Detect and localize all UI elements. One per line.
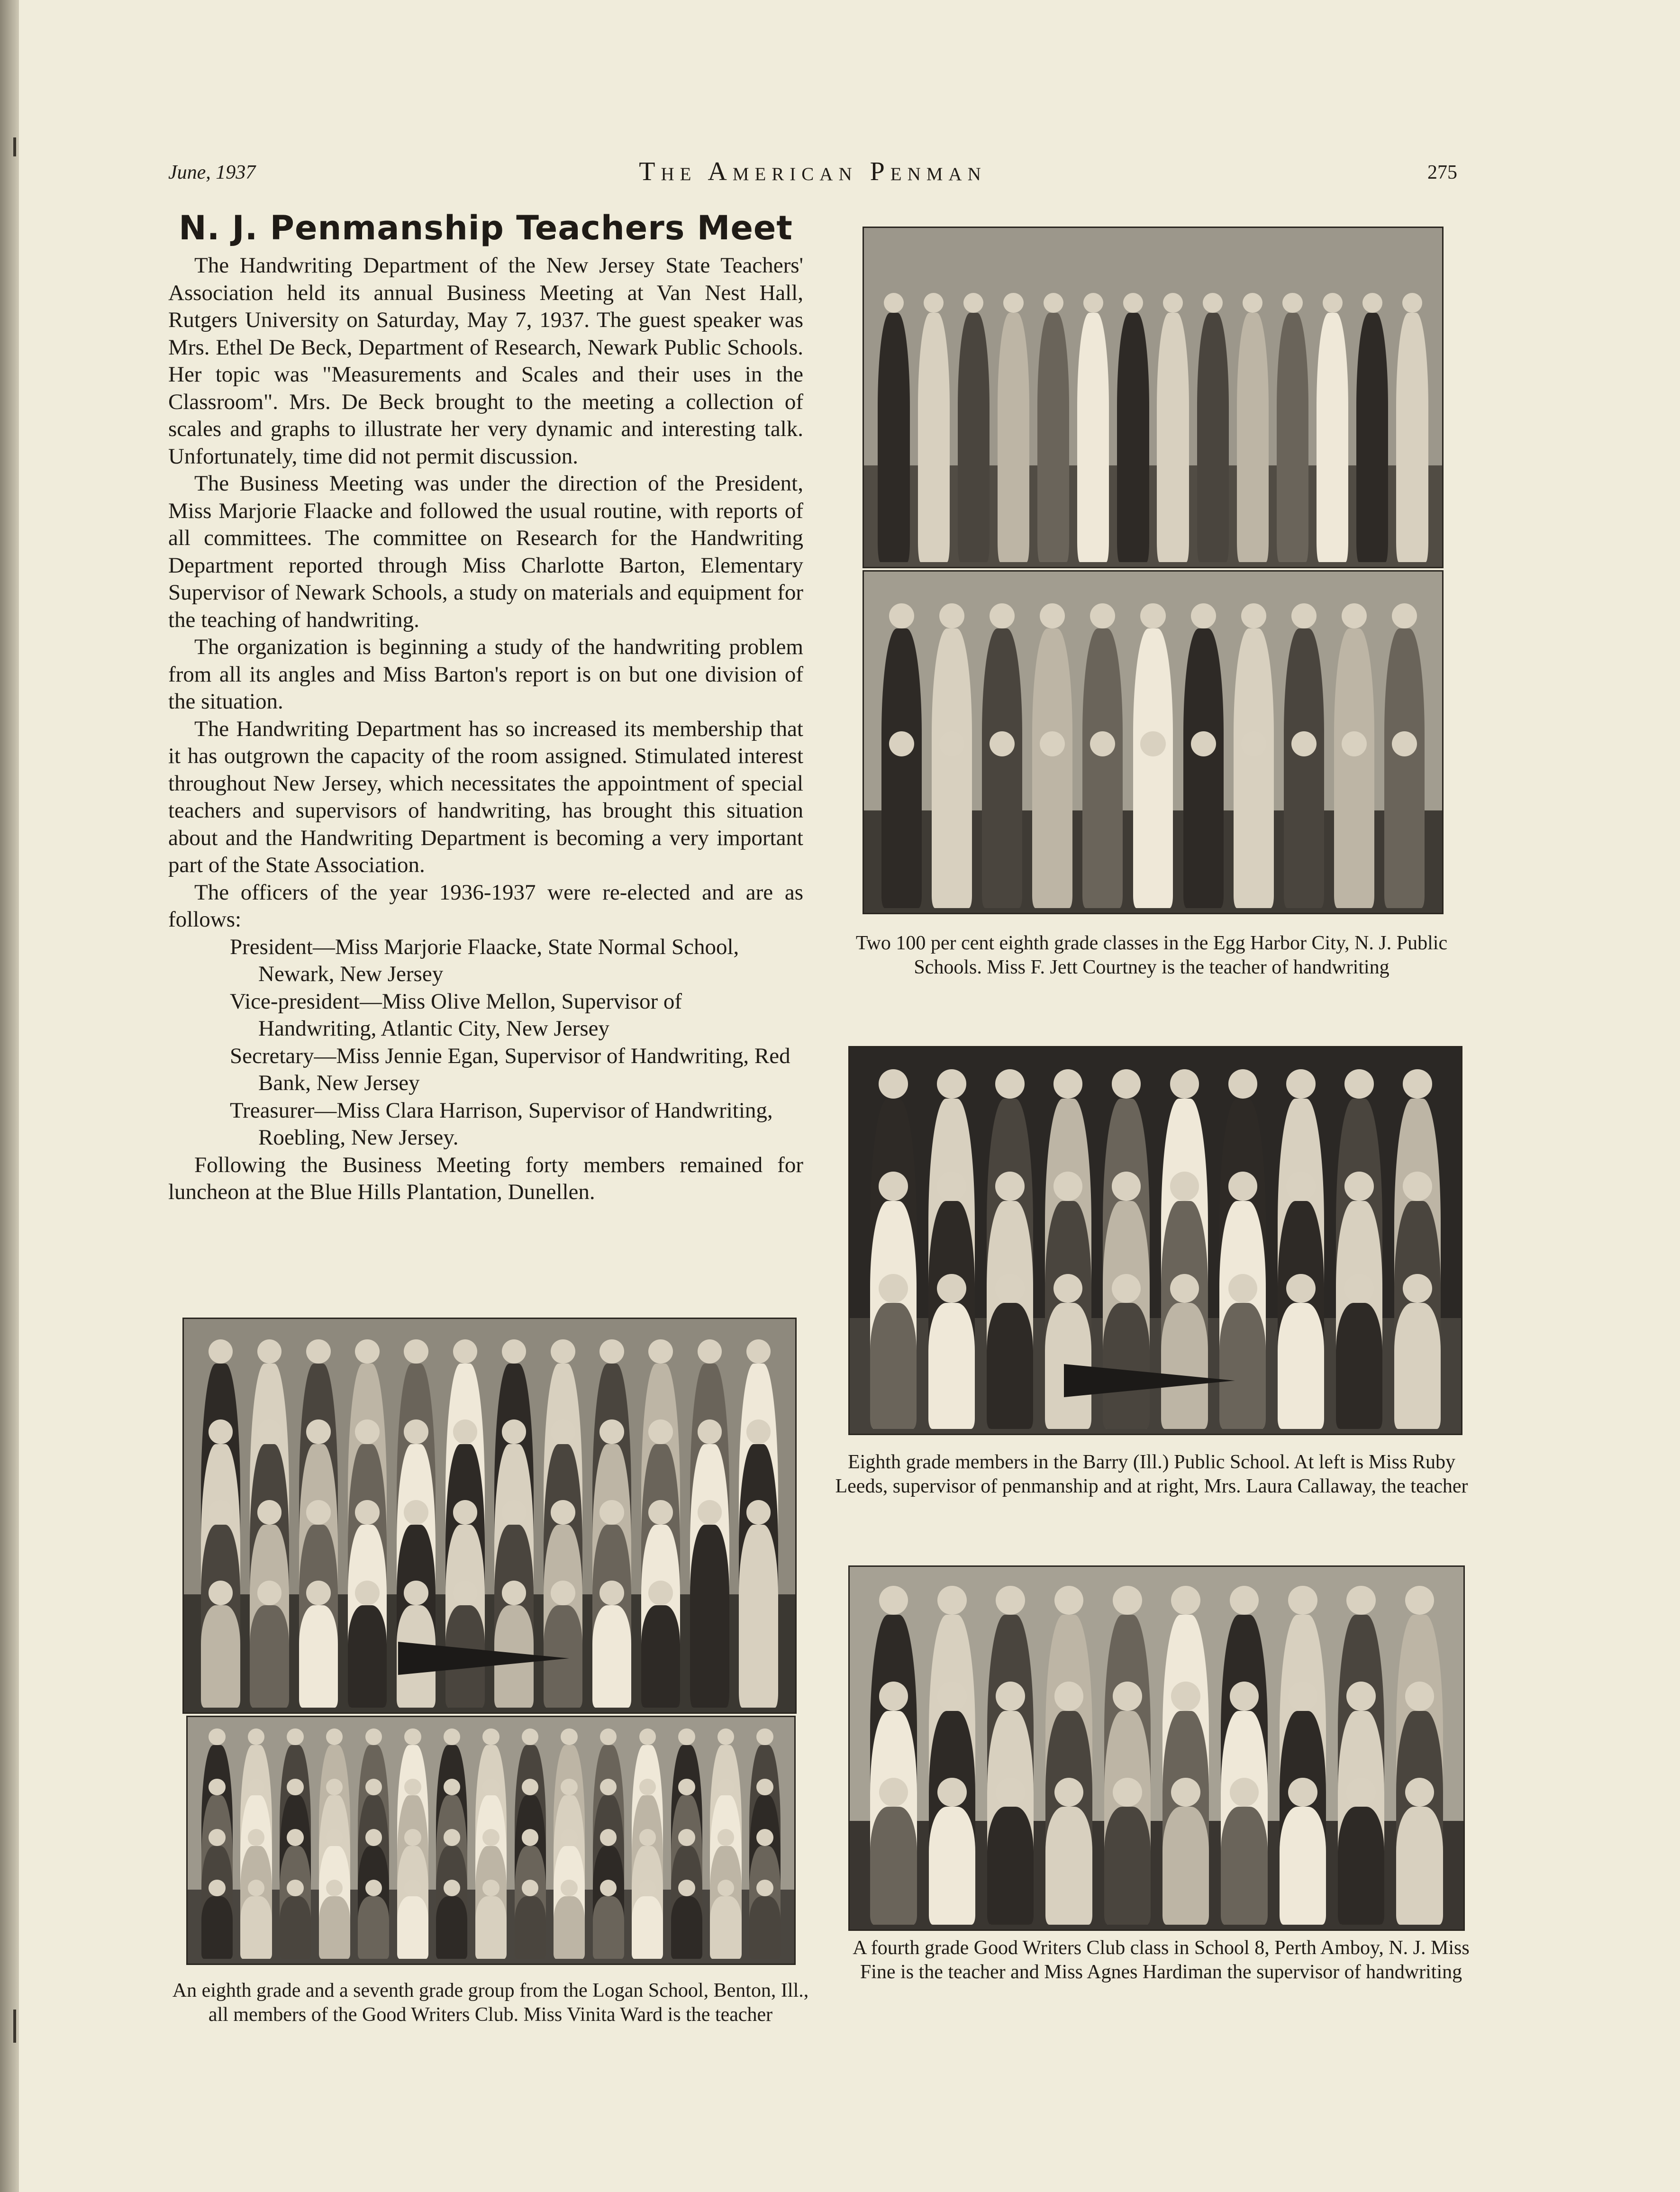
person-head [884, 293, 904, 313]
person-figure [1334, 756, 1374, 908]
person-head [1040, 731, 1065, 756]
person-head [1323, 293, 1343, 313]
person-head [1170, 1172, 1199, 1201]
person-head [1291, 731, 1317, 756]
person-head [990, 731, 1015, 756]
person-head [502, 1500, 527, 1525]
person-head [996, 1682, 1025, 1711]
person-figure [319, 1896, 350, 1959]
person-head [209, 1581, 233, 1605]
person-figure [739, 1525, 778, 1708]
person-figure [201, 1896, 233, 1959]
person-head [209, 1419, 233, 1444]
person-head [963, 293, 983, 313]
person-head [746, 1419, 771, 1444]
person-head [1282, 293, 1302, 313]
officer-entry: Treasurer—Miss Clara Harrison, Supervisor of Handwriting, Roebling, New Jersey. [230, 1098, 773, 1150]
person-head [879, 1274, 908, 1303]
egg-harbor-class-photo-bottom [863, 570, 1444, 914]
person-head [889, 731, 914, 756]
person-figure [870, 1303, 917, 1429]
photo-background [864, 228, 1442, 465]
person-figure [1104, 1807, 1151, 1925]
officer-entry: Vice-president—Miss Olive Mellon, Supervisor of Handwriting, Atlantic City, New Jersey [230, 989, 682, 1041]
person-head [1241, 731, 1266, 756]
person-head [924, 293, 944, 313]
person-head [1344, 1172, 1373, 1201]
person-figure [592, 1605, 632, 1708]
person-head [551, 1500, 575, 1525]
person-head [1402, 293, 1422, 313]
person-head [502, 1419, 527, 1444]
person-figure [1396, 313, 1428, 562]
person-figure [240, 1896, 272, 1959]
margin-mark [13, 137, 16, 156]
person-head [355, 1581, 380, 1605]
person-figure [1237, 313, 1269, 562]
person-head [1230, 1778, 1259, 1807]
person-head [404, 1419, 428, 1444]
person-head [444, 1728, 460, 1745]
article-paragraph: The organization is beginning a study of the handwriting problem from all its angles and Miss Barton's report is on but one division of the situation. [168, 635, 803, 714]
person-head [502, 1581, 527, 1605]
person-figure [1277, 313, 1308, 562]
person-head [209, 1339, 233, 1364]
person-head [355, 1500, 380, 1525]
good-writers-club-pennant [398, 1642, 569, 1675]
person-head [365, 1880, 382, 1896]
person-figure [201, 1605, 240, 1708]
officer-list [168, 934, 803, 1152]
person-figure [918, 313, 950, 562]
person-figure [1082, 756, 1123, 908]
officer-entry: President—Miss Marjorie Flaacke, State Normal School, Newark, New Jersey [230, 934, 739, 986]
person-head [1228, 1069, 1257, 1098]
person-head [939, 731, 964, 756]
person-head [1123, 293, 1143, 313]
person-figure [1278, 1303, 1324, 1429]
person-figure [250, 1605, 289, 1708]
person-head [1344, 1069, 1373, 1098]
person-head [1405, 1586, 1435, 1615]
person-figure [1396, 1807, 1443, 1925]
person-figure [1037, 313, 1069, 562]
person-figure [987, 1807, 1034, 1925]
person-head [698, 1419, 722, 1444]
person-head [306, 1339, 331, 1364]
person-figure [1133, 756, 1173, 908]
person-head [1346, 1682, 1376, 1711]
person-head [1171, 1682, 1200, 1711]
person-head [404, 1728, 421, 1745]
person-figure [958, 313, 990, 562]
person-figure [1162, 1807, 1209, 1925]
person-head [1403, 1172, 1432, 1201]
person-figure [710, 1896, 741, 1959]
person-head [1053, 1069, 1082, 1098]
person-head [648, 1339, 673, 1364]
person-head [756, 1728, 773, 1745]
person-head [1113, 1778, 1142, 1807]
person-head [287, 1880, 303, 1896]
person-head [937, 1586, 967, 1615]
person-head [599, 1500, 624, 1525]
person-head [1346, 1778, 1376, 1807]
person-head [404, 1581, 428, 1605]
person-figure [358, 1896, 389, 1959]
officer-entry: Secretary—Miss Jennie Egan, Supervisor of Handwriting, Red Bank, New Jersey [230, 1043, 790, 1095]
person-head [1392, 731, 1417, 756]
person-head [551, 1339, 575, 1364]
person-head [937, 1682, 967, 1711]
person-head [1112, 1069, 1141, 1098]
person-figure [881, 756, 922, 908]
person-head [889, 603, 914, 628]
person-head [1403, 1069, 1432, 1098]
person-head [639, 1728, 656, 1745]
magazine-title: The American Penman [639, 157, 987, 186]
person-head [404, 1339, 428, 1364]
person-head [995, 1274, 1024, 1303]
egg-harbor-class-photo-top [863, 227, 1444, 568]
person-figure [1157, 313, 1189, 562]
person-figure [436, 1896, 467, 1959]
person-head [365, 1728, 382, 1745]
person-head [1113, 1586, 1142, 1615]
person-head [1228, 1172, 1257, 1201]
person-head [698, 1339, 722, 1364]
logan-caption: An eighth grade and a seventh grade group from the Logan School, Benton, Ill., all members of the Good Writers Club. Miss Vinita Ward is the teacher [172, 1980, 809, 2026]
person-head [1054, 1682, 1084, 1711]
person-head [1170, 1069, 1199, 1098]
person-figure [690, 1525, 729, 1708]
person-head [678, 1728, 695, 1745]
person-figure [1384, 756, 1425, 908]
person-head [1044, 293, 1063, 313]
person-head [599, 1339, 624, 1364]
person-head [522, 1829, 538, 1846]
person-head [996, 1778, 1025, 1807]
person-head [1170, 1274, 1199, 1303]
person-head [209, 1728, 225, 1745]
person-head [326, 1829, 343, 1846]
person-head [879, 1172, 908, 1201]
person-head [1392, 603, 1417, 628]
person-head [1054, 1586, 1084, 1615]
egg-harbor-caption: Two 100 per cent eighth grade classes in the Egg Harbor City, N. J. Public Schools. Miss F. Jett Courtney is the teacher of handwriting [855, 932, 1448, 978]
person-head [639, 1829, 656, 1846]
person-head [1090, 603, 1115, 628]
logan-school-photo-seventh-grade [186, 1716, 796, 1965]
person-head [522, 1728, 538, 1745]
person-figure [1234, 756, 1274, 908]
person-head [1241, 603, 1266, 628]
person-head [561, 1829, 577, 1846]
person-head [453, 1581, 478, 1605]
person-head [1230, 1682, 1259, 1711]
person-figure [671, 1896, 702, 1959]
person-head [453, 1419, 478, 1444]
page-number: 275 [1427, 162, 1457, 183]
person-head [678, 1779, 695, 1795]
person-head [209, 1500, 233, 1525]
person-head [209, 1880, 225, 1896]
person-figure [632, 1896, 663, 1959]
person-head [937, 1778, 967, 1807]
person-head [717, 1728, 734, 1745]
person-head [717, 1880, 734, 1896]
person-figure [515, 1896, 546, 1959]
person-figure [878, 313, 909, 562]
person-head [599, 1581, 624, 1605]
running-header [168, 156, 1457, 194]
person-head [248, 1728, 264, 1745]
person-head [561, 1880, 577, 1896]
person-figure [929, 1807, 976, 1925]
person-head [482, 1728, 499, 1745]
person-head [995, 1069, 1024, 1098]
person-head [995, 1172, 1024, 1201]
person-head [1243, 293, 1262, 313]
person-head [756, 1829, 773, 1846]
person-figure [982, 756, 1022, 908]
person-head [1054, 1778, 1084, 1807]
perth-amboy-caption: A fourth grade Good Writers Club class in School 8, Perth Amboy, N. J. Miss Fine is the teacher and Miss Agnes Hardiman the supervisor of handwriting [853, 1937, 1470, 1983]
article-headline: N. J. Penmanship Teachers Meet [179, 209, 793, 247]
person-head [1113, 1682, 1142, 1711]
person-figure [348, 1605, 387, 1708]
person-head [404, 1500, 428, 1525]
person-head [996, 1586, 1025, 1615]
person-figure [1336, 1303, 1382, 1429]
person-figure [1117, 313, 1149, 562]
person-head [306, 1500, 331, 1525]
person-head [1230, 1586, 1259, 1615]
person-figure [1045, 1807, 1092, 1925]
person-figure [1394, 1303, 1441, 1429]
person-head [1288, 1586, 1317, 1615]
person-head [1362, 293, 1382, 313]
person-head [306, 1419, 331, 1444]
person-head [1191, 603, 1216, 628]
person-head [482, 1829, 499, 1846]
person-head [1163, 293, 1183, 313]
person-figure [928, 1303, 975, 1429]
person-head [939, 603, 964, 628]
person-head [287, 1728, 303, 1745]
person-head [678, 1829, 695, 1846]
person-head [257, 1581, 282, 1605]
person-head [648, 1581, 673, 1605]
person-head [937, 1172, 966, 1201]
person-head [717, 1829, 734, 1846]
person-head [1291, 603, 1317, 628]
perth-amboy-class-photo [848, 1565, 1465, 1931]
person-figure [280, 1896, 311, 1959]
barry-school-photo [848, 1046, 1462, 1435]
person-head [1140, 731, 1165, 756]
person-head [879, 1069, 908, 1098]
person-figure [870, 1807, 917, 1925]
person-head [1288, 1682, 1317, 1711]
person-head [1053, 1172, 1082, 1201]
person-head [453, 1339, 478, 1364]
person-head [678, 1880, 695, 1896]
person-head [746, 1500, 771, 1525]
person-head [209, 1829, 225, 1846]
person-head [1112, 1172, 1141, 1201]
person-head [1288, 1778, 1317, 1807]
person-figure [1221, 1807, 1268, 1925]
person-head [1344, 1274, 1373, 1303]
person-figure [1183, 756, 1224, 908]
person-head [209, 1779, 225, 1795]
article-paragraph: Following the Business Meeting forty members remained for luncheon at the Blue Hills Plantation, Dunellen. [168, 1152, 803, 1204]
person-head [1171, 1586, 1200, 1615]
person-head [355, 1339, 380, 1364]
person-head [937, 1274, 966, 1303]
person-head [404, 1779, 421, 1795]
person-figure [1197, 313, 1229, 562]
person-head [404, 1880, 421, 1896]
photo-ground [864, 465, 1442, 567]
article-paragraph: The Handwriting Department has so increased its membership that it has outgrown the capacity of the room assigned. Stimulated interest throughout New Jersey, which necessitates the appointment of special teachers and supervisors of handwriting, has brought this situation about and the Handwriting Department is becoming a very important part of the State Association. [168, 716, 803, 877]
person-head [444, 1880, 460, 1896]
person-head [561, 1728, 577, 1745]
person-head [599, 1419, 624, 1444]
person-figure [641, 1605, 681, 1708]
person-head [1040, 603, 1065, 628]
person-figure [1077, 313, 1109, 562]
person-head [1346, 1586, 1376, 1615]
person-head [287, 1779, 303, 1795]
person-head [287, 1829, 303, 1846]
person-head [600, 1829, 617, 1846]
person-head [1403, 1274, 1432, 1303]
barry-caption: Eighth grade members in the Barry (Ill.) Public School. At left is Miss Ruby Leeds, supervisor of penmanship and at right, Mrs. Laura Callaway, the teacher [835, 1451, 1468, 1497]
person-head [756, 1880, 773, 1896]
person-figure [1280, 1807, 1326, 1925]
person-figure [554, 1896, 585, 1959]
person-head [1083, 293, 1103, 313]
book-gutter [0, 0, 19, 2192]
article [168, 209, 803, 1206]
person-head [561, 1779, 577, 1795]
person-head [1286, 1069, 1315, 1098]
person-head [1342, 603, 1367, 628]
person-figure [1338, 1807, 1385, 1925]
person-head [1191, 731, 1216, 756]
person-figure [998, 313, 1029, 562]
person-figure [475, 1896, 507, 1959]
person-head [365, 1829, 382, 1846]
article-paragraph: The Business Meeting was under the direction of the President, Miss Marjorie Flaacke and followed the usual routine, with reports of all committees. The committee on Research for the Handwriting Department reported through Miss Charlotte Barton, Elementary Supervisor of Newark Schools, a study on materials and equipment for the teaching of handwriting. [168, 471, 803, 632]
person-head [937, 1069, 966, 1098]
person-figure [1032, 756, 1072, 908]
person-figure [1317, 313, 1348, 562]
margin-mark [13, 2010, 16, 2043]
person-head [482, 1880, 499, 1896]
person-head [1228, 1274, 1257, 1303]
person-figure [593, 1896, 624, 1959]
article-paragraph: The officers of the year 1936-1937 were re-elected and are as follows: [168, 880, 803, 932]
person-head [1286, 1274, 1315, 1303]
person-head [1003, 293, 1023, 313]
person-head [1405, 1682, 1435, 1711]
person-figure [749, 1896, 781, 1959]
person-head [355, 1419, 380, 1444]
person-head [639, 1880, 656, 1896]
article-paragraph: The Handwriting Department of the New Jersey State Teachers' Association held its annual Business Meeting at Van Nest Hall, Rutgers University on Saturday, May 7, 1937. The guest speaker was Mrs. Ethel De Beck, Department of Research, Newark Public Schools. Her topic was "Measurements and Scales and their uses in the Classroom". Mrs. De Beck brought to the meeting a collection of scales and graphs to illustrate her very dynamic and interesting talk. Unfortunately, time did not permit discussion. [168, 253, 803, 469]
person-head [1140, 603, 1165, 628]
person-head [1090, 731, 1115, 756]
person-figure [1284, 756, 1324, 908]
person-head [257, 1500, 282, 1525]
person-head [453, 1500, 478, 1525]
person-head [1286, 1172, 1315, 1201]
person-head [879, 1778, 908, 1807]
logan-school-photo-eighth-grade [182, 1318, 797, 1714]
person-head [1342, 731, 1367, 756]
person-head [648, 1500, 673, 1525]
person-head [306, 1581, 331, 1605]
person-head [551, 1419, 575, 1444]
person-head [257, 1419, 282, 1444]
person-head [1171, 1778, 1200, 1807]
person-head [990, 603, 1015, 628]
good-writers-club-pennant [1064, 1364, 1235, 1397]
person-head [482, 1779, 499, 1795]
person-head [404, 1829, 421, 1846]
person-figure [1356, 313, 1388, 562]
person-head [879, 1586, 908, 1615]
person-head [1203, 293, 1223, 313]
person-head [879, 1682, 908, 1711]
issue-date: June, 1937 [168, 162, 256, 183]
person-head [698, 1500, 722, 1525]
person-head [648, 1419, 673, 1444]
person-head [444, 1829, 460, 1846]
person-figure [987, 1303, 1033, 1429]
person-figure [299, 1605, 338, 1708]
person-head [756, 1779, 773, 1795]
person-head [248, 1829, 264, 1846]
person-head [551, 1581, 575, 1605]
person-figure [397, 1896, 428, 1959]
person-head [1405, 1778, 1435, 1807]
person-figure [932, 756, 972, 908]
